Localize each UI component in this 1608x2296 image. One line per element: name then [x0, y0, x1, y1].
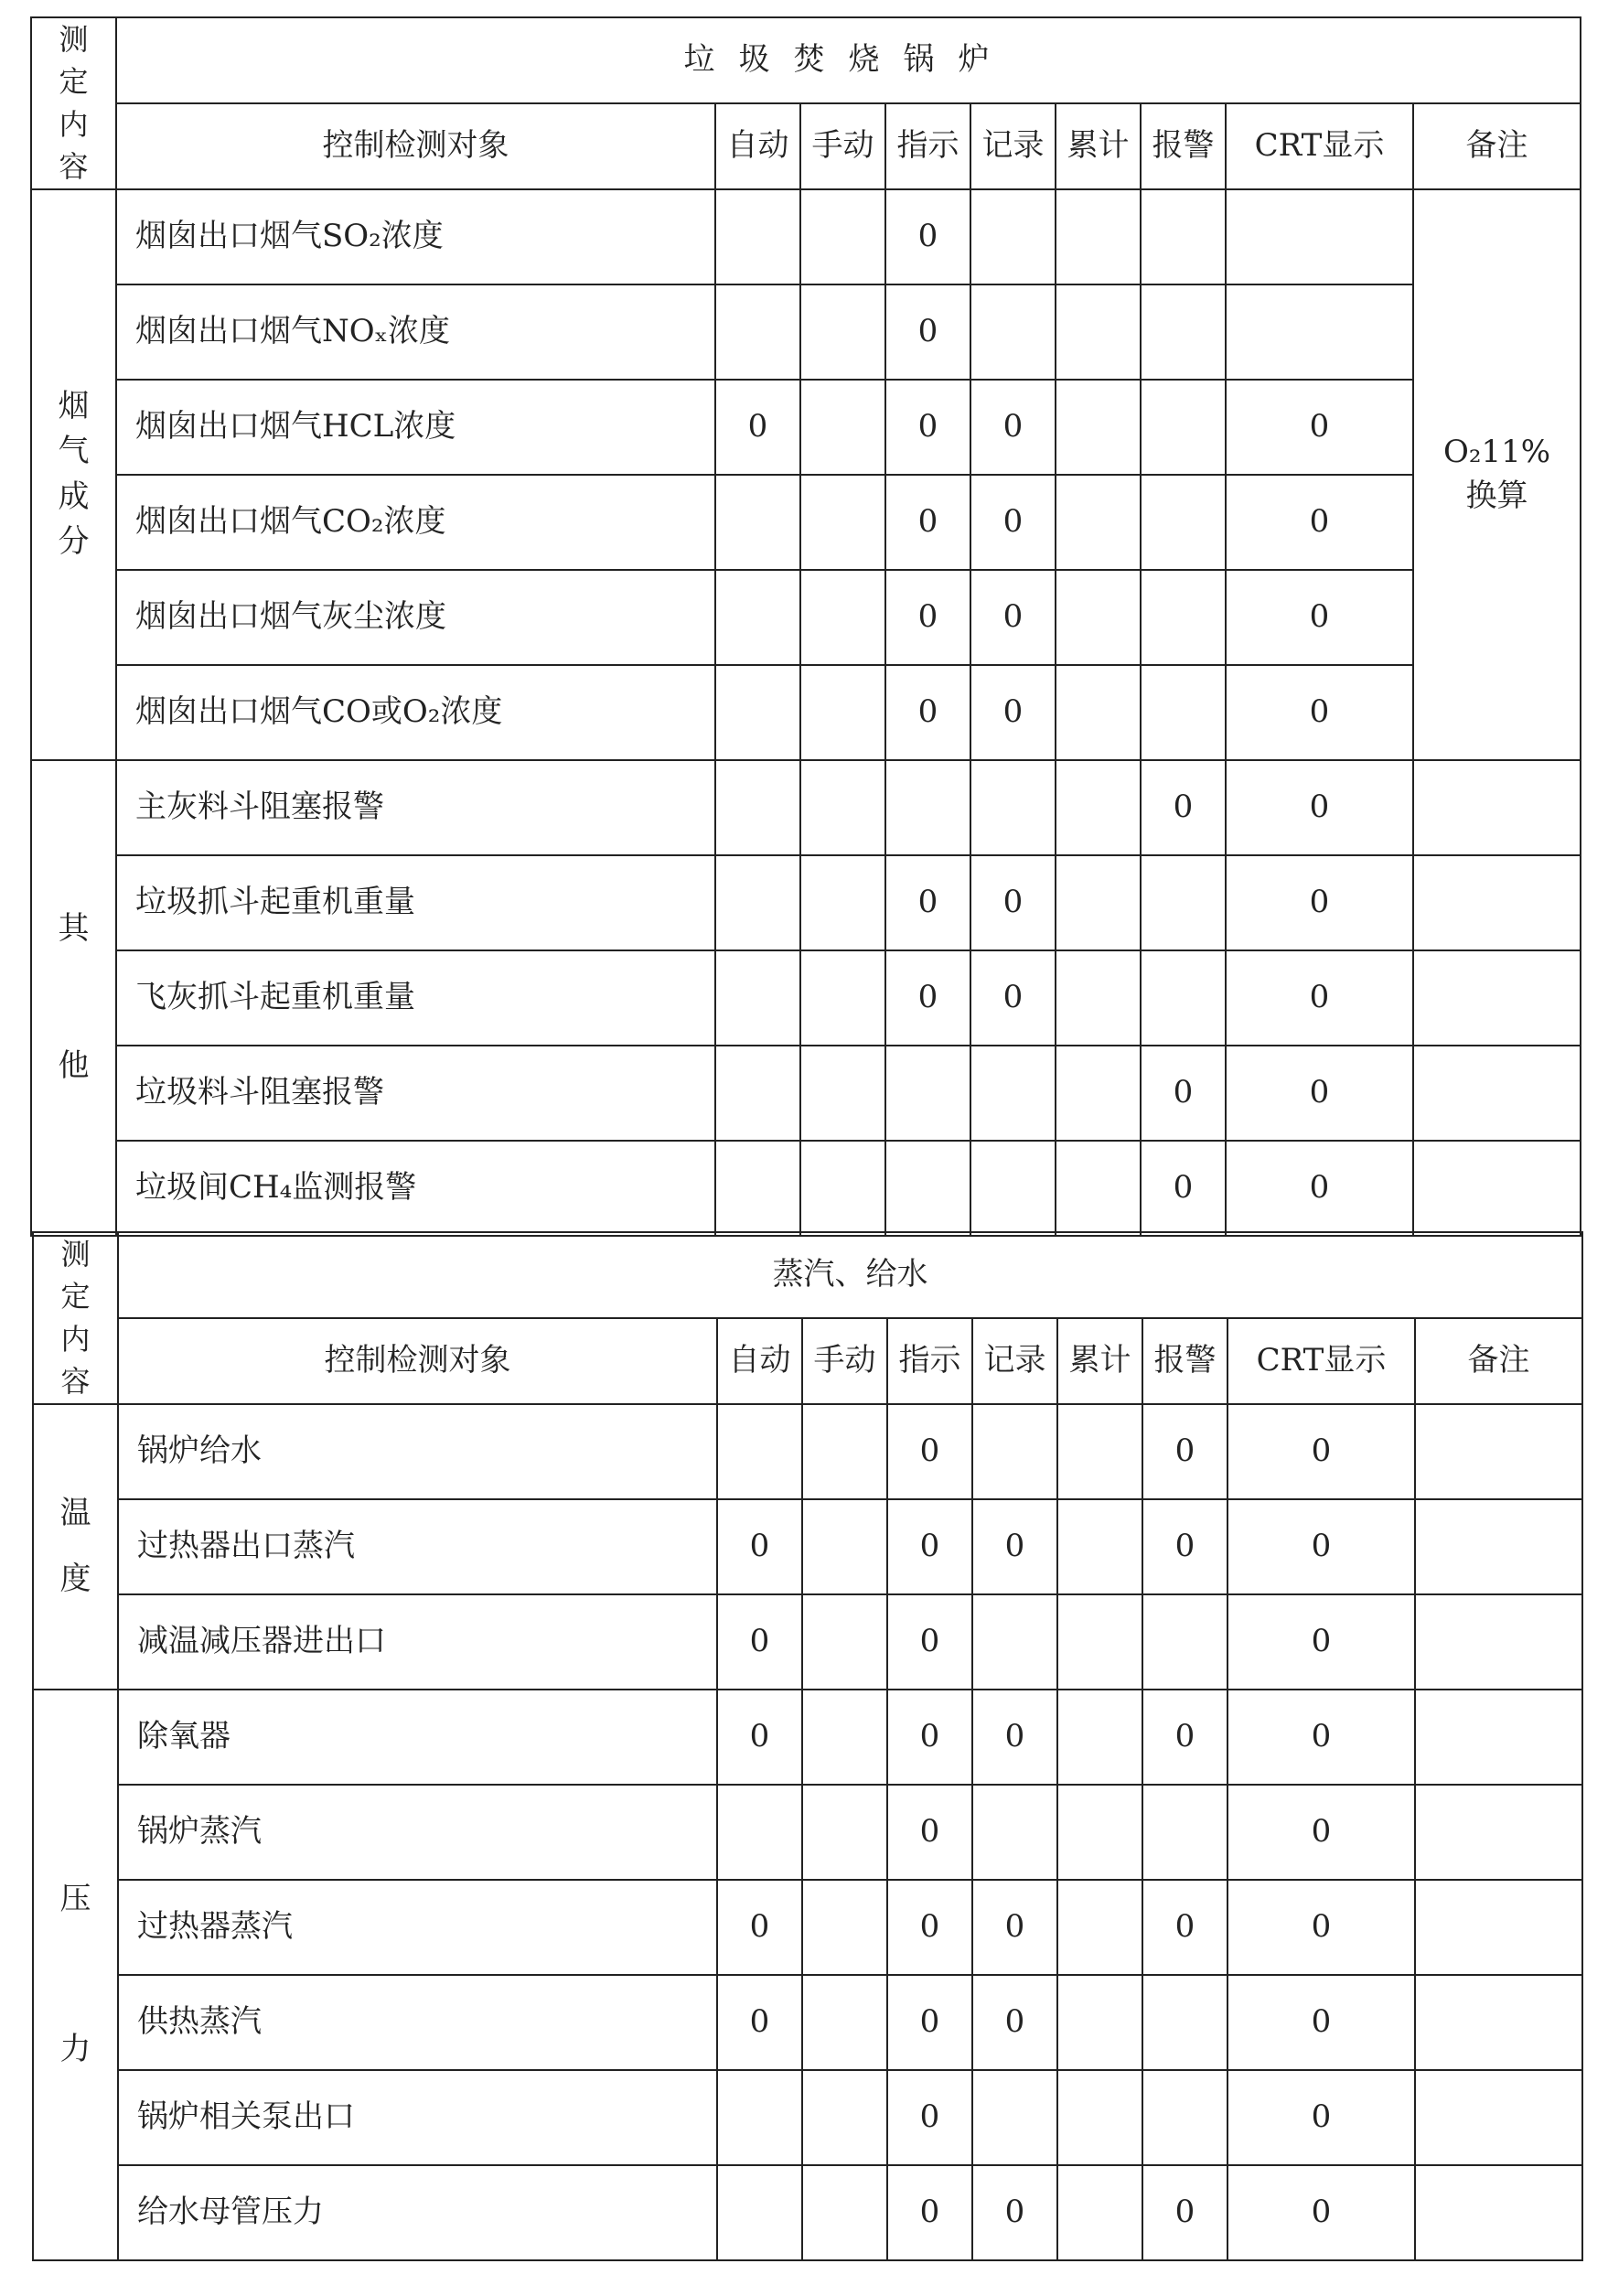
crt-cell: 0: [1226, 855, 1413, 950]
manual-cell: [802, 1404, 887, 1499]
column-header: 累计: [1057, 1318, 1142, 1404]
alarm-cell: [1141, 855, 1226, 950]
total-cell: [1056, 570, 1141, 665]
auto-cell: [717, 1785, 802, 1880]
auto-cell: [715, 665, 800, 760]
crt-cell: 0: [1226, 1141, 1413, 1236]
crt-cell: 0: [1227, 1499, 1415, 1594]
note-cell: [1415, 2165, 1582, 2260]
alarm-cell: [1142, 2070, 1227, 2165]
total-cell: [1056, 284, 1141, 380]
crt-cell: 0: [1227, 2070, 1415, 2165]
crt-cell: 0: [1227, 1975, 1415, 2070]
record-cell: [972, 1785, 1057, 1880]
auto-cell: [715, 475, 800, 570]
table-row: [31, 1141, 1581, 1236]
table-title: [118, 1232, 1582, 1318]
indicate-cell: 0: [887, 1690, 972, 1785]
total-cell: [1056, 1046, 1141, 1141]
alarm-cell: 0: [1142, 1499, 1227, 1594]
record-cell: 0: [972, 1880, 1057, 1975]
record-cell: 0: [972, 1499, 1057, 1594]
record-cell: [970, 189, 1056, 284]
indicate-cell: 0: [887, 1880, 972, 1975]
note-cell: [1415, 2070, 1582, 2165]
indicate-cell: 0: [885, 570, 970, 665]
crt-cell: 0: [1227, 1404, 1415, 1499]
table-row: [31, 570, 1581, 665]
indicate-cell: 0: [885, 950, 970, 1046]
table-boiler-body: [31, 17, 1581, 1236]
alarm-cell: [1141, 284, 1226, 380]
total-cell: [1057, 1690, 1142, 1785]
record-cell: 0: [970, 380, 1056, 475]
record-cell: 0: [970, 855, 1056, 950]
manual-cell: [802, 1975, 887, 2070]
table-row: [31, 855, 1581, 950]
table-steam-water: [32, 1231, 1583, 2261]
note-cell: [1413, 760, 1581, 855]
table-row: [31, 284, 1581, 380]
alarm-cell: [1141, 475, 1226, 570]
column-header: 自动: [715, 103, 800, 189]
column-header: 手动: [800, 103, 885, 189]
table-row: [31, 380, 1581, 475]
alarm-cell: 0: [1142, 2165, 1227, 2260]
column-header: 控制检测对象: [116, 103, 715, 189]
total-cell: [1057, 2165, 1142, 2260]
object-cell: 垃圾间CH₄监测报警: [116, 1141, 715, 1236]
column-header: 手动: [802, 1318, 887, 1404]
table-row: [33, 2165, 1582, 2260]
category-cell: [31, 760, 116, 1236]
record-cell: 0: [970, 570, 1056, 665]
manual-cell: [800, 1046, 885, 1141]
record-cell: [972, 1404, 1057, 1499]
note-label: O₂11%换算: [1442, 433, 1551, 514]
crt-cell: 0: [1227, 1785, 1415, 1880]
column-header: 记录: [970, 103, 1056, 189]
table-title: [116, 17, 1581, 103]
column-header: 报警: [1142, 1318, 1227, 1404]
table-boiler: [30, 16, 1581, 1237]
table-row: [33, 1785, 1582, 1880]
manual-cell: [800, 665, 885, 760]
title-row: [31, 17, 1581, 103]
note-cell: [1415, 1499, 1582, 1594]
record-cell: [970, 284, 1056, 380]
auto-cell: [715, 1046, 800, 1141]
alarm-cell: [1141, 380, 1226, 475]
crt-cell: 0: [1227, 1690, 1415, 1785]
manual-cell: [800, 950, 885, 1046]
table-row: [31, 189, 1581, 284]
object-cell: 除氧器: [118, 1690, 717, 1785]
total-cell: [1056, 760, 1141, 855]
title-row: [33, 1232, 1582, 1318]
category-cell: [33, 1404, 118, 1690]
crt-cell: 0: [1226, 475, 1413, 570]
auto-cell: 0: [717, 1499, 802, 1594]
column-header-row: [31, 103, 1581, 189]
record-cell: 0: [970, 475, 1056, 570]
manual-cell: [800, 570, 885, 665]
column-header: 自动: [717, 1318, 802, 1404]
alarm-cell: [1141, 189, 1226, 284]
table-row: [33, 2070, 1582, 2165]
indicate-cell: 0: [887, 1594, 972, 1690]
alarm-cell: [1142, 1975, 1227, 2070]
auto-cell: 0: [717, 1690, 802, 1785]
table-row: [33, 1690, 1582, 1785]
record-cell: 0: [972, 1690, 1057, 1785]
note-cell: [1415, 1594, 1582, 1690]
table-row: [31, 1046, 1581, 1141]
manual-cell: [802, 1880, 887, 1975]
table-row: [33, 1404, 1582, 1499]
category-label: 温度: [59, 1495, 91, 1597]
total-cell: [1056, 855, 1141, 950]
manual-cell: [802, 2165, 887, 2260]
object-cell: 锅炉给水: [118, 1404, 717, 1499]
category-cell: [31, 189, 116, 760]
column-header: 指示: [885, 103, 970, 189]
manual-cell: [802, 2070, 887, 2165]
object-cell: 主灰料斗阻塞报警: [116, 760, 715, 855]
object-cell: 给水母管压力: [118, 2165, 717, 2260]
table-row: [33, 1975, 1582, 2070]
object-cell: 过热器蒸汽: [118, 1880, 717, 1975]
manual-cell: [802, 1499, 887, 1594]
auto-cell: [715, 284, 800, 380]
object-cell: 垃圾料斗阻塞报警: [116, 1046, 715, 1141]
crt-cell: 0: [1227, 1594, 1415, 1690]
manual-cell: [802, 1594, 887, 1690]
object-cell: 烟囱出口烟气HCL浓度: [116, 380, 715, 475]
manual-cell: [800, 855, 885, 950]
record-cell: [970, 1141, 1056, 1236]
column-header: 控制检测对象: [118, 1318, 717, 1404]
alarm-cell: 0: [1142, 1880, 1227, 1975]
object-cell: 锅炉蒸汽: [118, 1785, 717, 1880]
total-cell: [1056, 665, 1141, 760]
auto-cell: [717, 2070, 802, 2165]
crt-cell: 0: [1226, 950, 1413, 1046]
indicate-cell: 0: [885, 665, 970, 760]
indicate-cell: 0: [887, 1499, 972, 1594]
record-cell: 0: [972, 2165, 1057, 2260]
total-cell: [1056, 1141, 1141, 1236]
group-header-cell: [31, 17, 116, 189]
column-header: CRT显示: [1226, 103, 1413, 189]
indicate-cell: 0: [885, 855, 970, 950]
manual-cell: [802, 1690, 887, 1785]
indicate-cell: [885, 760, 970, 855]
column-header: 备注: [1415, 1318, 1582, 1404]
note-cell: [1415, 1880, 1582, 1975]
alarm-cell: [1142, 1594, 1227, 1690]
table-title-label: 垃圾焚烧锅炉: [683, 41, 1013, 79]
auto-cell: [715, 760, 800, 855]
crt-cell: 0: [1226, 665, 1413, 760]
object-cell: 垃圾抓斗起重机重量: [116, 855, 715, 950]
auto-cell: [715, 950, 800, 1046]
group-header-label: 测定内容: [60, 1237, 91, 1400]
column-header: 记录: [972, 1318, 1057, 1404]
category-label: 压力: [59, 1881, 91, 2067]
total-cell: [1056, 950, 1141, 1046]
indicate-cell: 0: [885, 189, 970, 284]
alarm-cell: [1141, 950, 1226, 1046]
table-title-label: 蒸汽、给水: [772, 1256, 928, 1293]
record-cell: [970, 760, 1056, 855]
note-cell: [1413, 950, 1581, 1046]
note-cell: [1415, 1404, 1582, 1499]
table-row: [33, 1594, 1582, 1690]
indicate-cell: 0: [887, 1404, 972, 1499]
record-cell: [972, 2070, 1057, 2165]
auto-cell: 0: [717, 1594, 802, 1690]
total-cell: [1057, 1975, 1142, 2070]
table-row: [31, 475, 1581, 570]
table-row: [31, 950, 1581, 1046]
alarm-cell: [1141, 570, 1226, 665]
auto-cell: [715, 855, 800, 950]
auto-cell: [715, 570, 800, 665]
alarm-cell: [1141, 665, 1226, 760]
auto-cell: 0: [715, 380, 800, 475]
auto-cell: [717, 1404, 802, 1499]
total-cell: [1056, 475, 1141, 570]
table-row: [31, 665, 1581, 760]
total-cell: [1057, 1785, 1142, 1880]
note-cell: [1415, 1975, 1582, 2070]
group-header-label: 测定内容: [59, 22, 89, 185]
crt-cell: 0: [1227, 2165, 1415, 2260]
column-header: 指示: [887, 1318, 972, 1404]
indicate-cell: 0: [885, 284, 970, 380]
column-header: 报警: [1141, 103, 1226, 189]
alarm-cell: 0: [1142, 1690, 1227, 1785]
column-header-row: [33, 1318, 1582, 1404]
object-cell: 烟囱出口烟气灰尘浓度: [116, 570, 715, 665]
column-header: 累计: [1056, 103, 1141, 189]
manual-cell: [800, 189, 885, 284]
object-cell: 飞灰抓斗起重机重量: [116, 950, 715, 1046]
indicate-cell: 0: [887, 1785, 972, 1880]
record-cell: 0: [970, 950, 1056, 1046]
alarm-cell: 0: [1141, 1141, 1226, 1236]
alarm-cell: [1142, 1785, 1227, 1880]
total-cell: [1056, 380, 1141, 475]
object-cell: 过热器出口蒸汽: [118, 1499, 717, 1594]
object-cell: 烟囱出口烟气NOₓ浓度: [116, 284, 715, 380]
note-cell: [1415, 1690, 1582, 1785]
manual-cell: [802, 1785, 887, 1880]
crt-cell: 0: [1226, 1046, 1413, 1141]
auto-cell: [715, 189, 800, 284]
total-cell: [1057, 1594, 1142, 1690]
indicate-cell: 0: [887, 2165, 972, 2260]
object-cell: 供热蒸汽: [118, 1975, 717, 2070]
group-header-cell: [33, 1232, 118, 1404]
total-cell: [1057, 1880, 1142, 1975]
object-cell: 烟囱出口烟气CO或O₂浓度: [116, 665, 715, 760]
manual-cell: [800, 284, 885, 380]
crt-cell: [1226, 189, 1413, 284]
note-cell: [1415, 1785, 1582, 1880]
indicate-cell: [885, 1046, 970, 1141]
note-cell: [1413, 1046, 1581, 1141]
record-cell: 0: [970, 665, 1056, 760]
table-row: [31, 760, 1581, 855]
column-header: 备注: [1413, 103, 1581, 189]
total-cell: [1057, 1499, 1142, 1594]
object-cell: 烟囱出口烟气CO₂浓度: [116, 475, 715, 570]
indicate-cell: 0: [885, 475, 970, 570]
object-cell: 烟囱出口烟气SO₂浓度: [116, 189, 715, 284]
manual-cell: [800, 1141, 885, 1236]
total-cell: [1057, 2070, 1142, 2165]
manual-cell: [800, 475, 885, 570]
record-cell: [970, 1046, 1056, 1141]
category-label: 其他: [58, 909, 90, 1084]
note-cell: [1413, 189, 1581, 760]
crt-cell: 0: [1227, 1880, 1415, 1975]
auto-cell: [715, 1141, 800, 1236]
category-label: 烟气成分: [58, 387, 90, 560]
column-header: CRT显示: [1227, 1318, 1415, 1404]
total-cell: [1057, 1404, 1142, 1499]
table-steam-water-body: [33, 1232, 1582, 2260]
indicate-cell: 0: [885, 380, 970, 475]
total-cell: [1056, 189, 1141, 284]
object-cell: 减温减压器进出口: [118, 1594, 717, 1690]
note-cell: [1413, 1141, 1581, 1236]
category-cell: [33, 1690, 118, 2260]
crt-cell: [1226, 284, 1413, 380]
auto-cell: 0: [717, 1880, 802, 1975]
crt-cell: 0: [1226, 380, 1413, 475]
object-cell: 锅炉相关泵出口: [118, 2070, 717, 2165]
manual-cell: [800, 380, 885, 475]
note-cell: [1413, 855, 1581, 950]
record-cell: [972, 1594, 1057, 1690]
auto-cell: [717, 2165, 802, 2260]
indicate-cell: 0: [887, 2070, 972, 2165]
indicate-cell: [885, 1141, 970, 1236]
manual-cell: [800, 760, 885, 855]
indicate-cell: 0: [887, 1975, 972, 2070]
crt-cell: 0: [1226, 570, 1413, 665]
table-row: [33, 1499, 1582, 1594]
record-cell: 0: [972, 1975, 1057, 2070]
auto-cell: 0: [717, 1975, 802, 2070]
alarm-cell: 0: [1141, 1046, 1226, 1141]
crt-cell: 0: [1226, 760, 1413, 855]
alarm-cell: 0: [1141, 760, 1226, 855]
alarm-cell: 0: [1142, 1404, 1227, 1499]
table-row: [33, 1880, 1582, 1975]
